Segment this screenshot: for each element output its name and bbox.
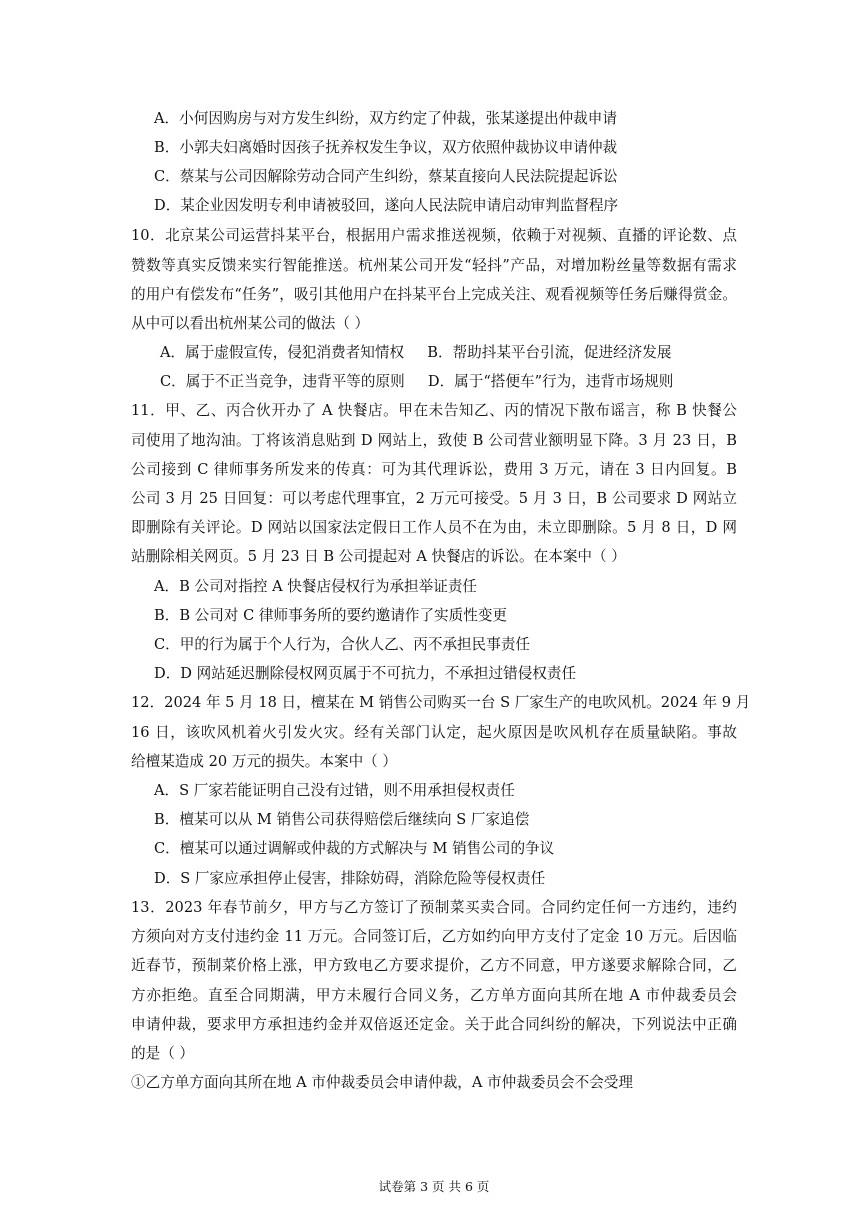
q10-stem-line: 赞数等真实反馈来实行智能推送。杭州某公司开发“轻抖”产品，对增加粉丝量等数据有需求 <box>131 257 737 274</box>
q11-stem-line: 司使用了地沟油。丁将该消息贴到 D 网站上，致使 B 公司营业额明显下降。3 月 23 日，B <box>131 432 737 449</box>
q12-option-d: D．S 厂家应承担停止侵害，排除妨碍，消除危险等侵权责任 <box>154 870 546 887</box>
q13-stem-line: 近春节，预制菜价格上涨，甲方致电乙方要求提价，乙方不同意，甲方遂要求解除合同，乙 <box>131 957 737 974</box>
q11-stem-line: 11．甲、乙、丙合伙开办了 A 快餐店。甲在未告知乙、丙的情况下散布谣言，称 B 快餐公 <box>131 402 737 419</box>
q10-stem-line: 从中可以看出杭州某公司的做法（ ） <box>131 315 370 332</box>
q10-option-row: C．属于不正当竞争，违背平等的原则 D．属于“搭便车”行为，违背市场规则 <box>160 373 674 390</box>
q12-stem-line: 给檀某造成 20 万元的损失。本案中（ ） <box>131 753 397 770</box>
q12-stem-line: 16 日，该吹风机着火引发火灾。经有关部门认定，起火原因是吹风机存在质量缺陷。事故 <box>131 724 737 741</box>
q12-option-b: B．檀某可以从 M 销售公司获得赔偿后继续向 S 厂家追偿 <box>154 811 530 828</box>
q12-option-a: A．S 厂家若能证明自己没有过错，则不用承担侵权责任 <box>154 782 515 799</box>
q11-stem-line: 公司接到 C 律师事务所发来的传真：可为其代理诉讼，费用 3 万元，请在 3 日内回复。B <box>131 461 737 478</box>
q9-option-c: C．蔡某与公司因解除劳动合同产生纠纷，蔡某直接向人民法院提起诉讼 <box>154 168 618 185</box>
q12-stem-line: 12．2024 年 5 月 18 日，檀某在 M 销售公司购买一台 S 厂家生产的电吹风机。2024 年 9 月 <box>131 694 751 711</box>
q11-option-c: C．甲的行为属于个人行为，合伙人乙、丙不承担民事责任 <box>154 636 531 653</box>
q10-stem-line: 10．北京某公司运营抖某平台，根据用户需求推送视频，依赖于对视频、直播的评论数、点 <box>131 227 737 244</box>
q11-option-a: A．B 公司对指控 A 快餐店侵权行为承担举证责任 <box>154 578 478 595</box>
q13-stem-line: 申请仲裁，要求甲方承担违约金并双倍返还定金。关于此合同纠纷的解决，下列说法中正确 <box>131 1016 737 1033</box>
q13-statement-1: ①乙方单方面向其所在地 A 市仲裁委员会申请仲裁，A 市仲裁委员会不会受理 <box>131 1074 633 1091</box>
q9-option-a: A．小何因购房与对方发生纠纷，双方约定了仲裁，张某遂提出仲裁申请 <box>154 110 617 127</box>
q11-stem-line: 公司 3 月 25 日回复：可以考虑代理事宜，2 万元可接受。5 月 3 日，B 公司要求 D 网站立 <box>131 490 737 507</box>
q10-stem-line: 的用户有偿发布“任务”，吸引其他用户在抖某平台上完成关注、观看视频等任务后赚得赏金。 <box>131 286 737 303</box>
q13-stem-line: 方亦拒绝。直至合同期满，甲方未履行合同义务，乙方单方面向其所在地 A 市仲裁委员会 <box>131 987 737 1004</box>
q11-option-b: B．B 公司对 C 律师事务所的要约邀请作了实质性变更 <box>154 607 508 624</box>
q12-option-c: C．檀某可以通过调解或仲裁的方式解决与 M 销售公司的争议 <box>154 840 555 857</box>
q11-stem-line: 即删除有关评论。D 网站以国家法定假日工作人员不在为由，未立即删除。5 月 8 日，D 网 <box>131 519 737 536</box>
q13-stem-line: 方须向对方支付违约金 11 万元。合同签订后，乙方如约向甲方支付了定金 10 万元。后因临 <box>131 928 737 945</box>
page-footer: 试卷第 3 页 共 6 页 <box>378 1179 490 1194</box>
q13-stem-line: 13．2023 年春节前夕，甲方与乙方签订了预制菜买卖合同。合同约定任何一方违约，违约 <box>131 899 737 916</box>
q13-stem-line: 的是（ ） <box>131 1045 195 1062</box>
q10-option-row: A．属于虚假宣传，侵犯消费者知情权 B．帮助抖某平台引流，促进经济发展 <box>160 344 672 361</box>
q9-option-b: B．小郭夫妇离婚时因孩子抚养权发生争议，双方依照仲裁协议申请仲裁 <box>154 139 618 156</box>
q9-option-d: D．某企业因发明专利申请被驳回，遂向人民法院申请启动审判监督程序 <box>154 197 619 214</box>
q11-option-d: D．D 网站延迟删除侵权网页属于不可抗力，不承担过错侵权责任 <box>154 665 577 682</box>
q11-stem-line: 站删除相关网页。5 月 23 日 B 公司提起对 A 快餐店的诉讼。在本案中（ ） <box>131 548 626 565</box>
